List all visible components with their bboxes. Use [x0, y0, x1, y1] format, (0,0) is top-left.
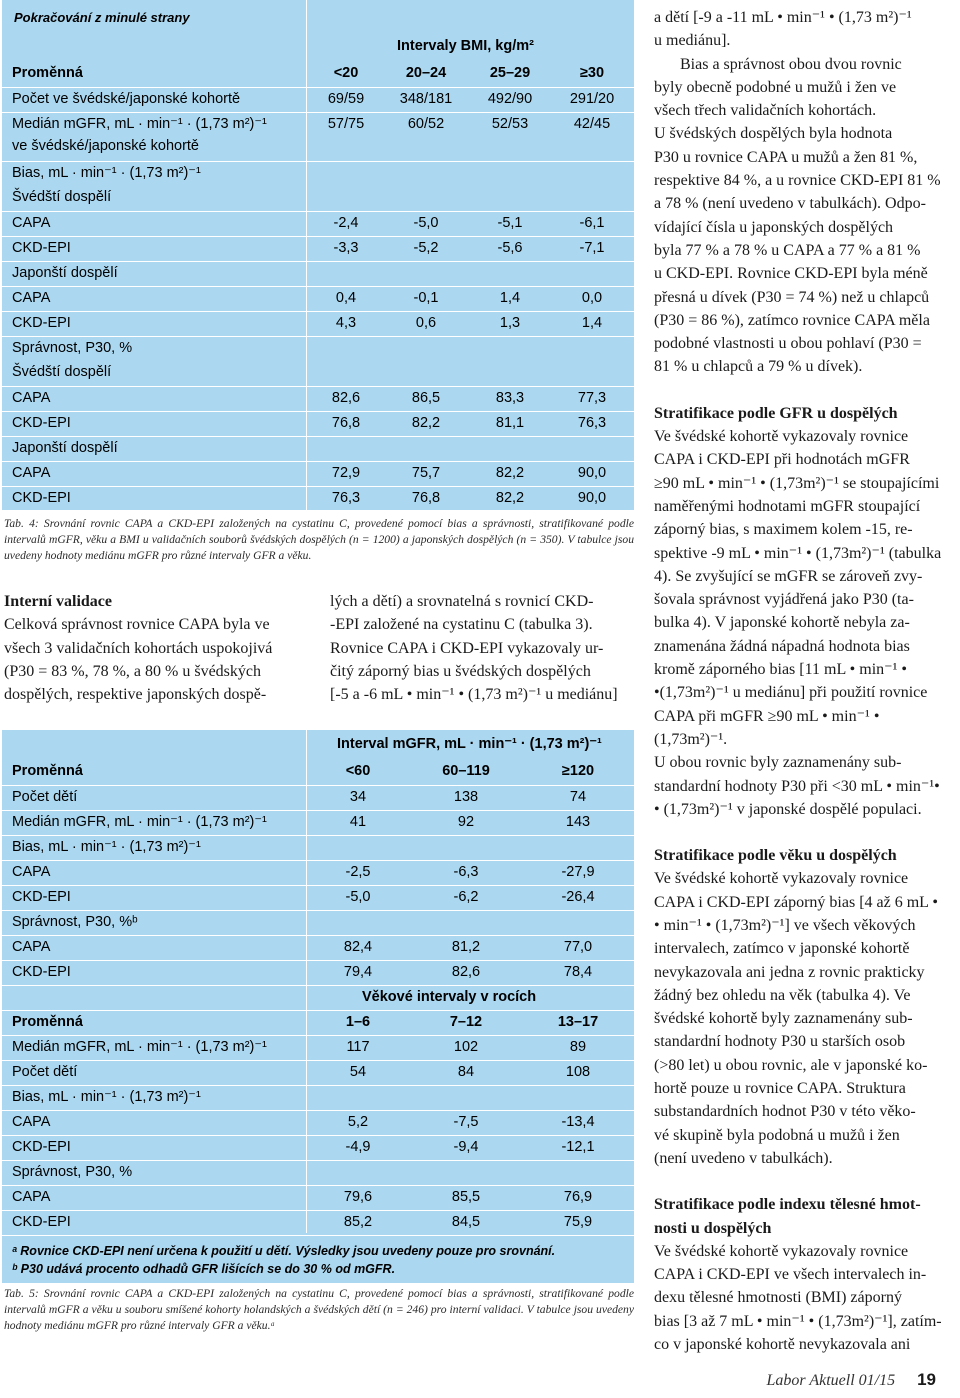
text-line: čitý záporný bias u švédských dospělých: [330, 662, 591, 680]
table-row: CAPA 5,2 -7,5 -13,4: [2, 1110, 634, 1135]
table-row: Počet dětí 34 138 74: [2, 785, 634, 810]
table-row: Správnost, P30, %: [2, 1160, 634, 1185]
text-line: 4). Se zvyšující se mGFR se zároveň zvy-: [654, 567, 923, 585]
table-row: Bias, mL · min⁻¹ · (1,73 m²)⁻¹: [2, 161, 634, 186]
table-row: CAPA -2,5 -6,3 -27,9: [2, 860, 634, 885]
table-row: Bias, mL · min⁻¹ · (1,73 m²)⁻¹: [2, 835, 634, 860]
text-line: záporný bias, s maximem kolem -15, re-: [654, 521, 913, 539]
text-line: nevykazovala ani jedna z rovnic prakticky: [654, 963, 925, 981]
text-line: bias [3 až 7 mL • min⁻¹ • (1,73m²)⁻¹], zatím-: [654, 1312, 942, 1330]
text-line: podobné vlastnosti u obou pohlaví (P30 =: [654, 335, 922, 353]
table-row: CAPA 82,6 86,5 83,3 77,3: [2, 386, 634, 411]
table-row: Švédští dospělí: [12, 189, 112, 205]
text-line: byla 77 % a 78 % u CAPA a 77 % a 81 %: [654, 241, 921, 259]
text-line: Ve švédské kohortě vykazovaly rovnice: [654, 1242, 909, 1260]
page-footer: [766, 1370, 936, 1390]
table-row: Počet dětí 54 84 108: [2, 1060, 634, 1085]
table-notes: [2, 1235, 634, 1284]
mgfr-group-header: Interval mGFR, mL · min⁻¹ · (1,73 m²)⁻¹: [337, 736, 602, 752]
text-line: a dětí [-9 a -11 mL • min⁻¹ • (1,73 m²)⁻¹: [654, 9, 912, 26]
text-line: (P30 = 83 %, 78 %, a 80 % u švédských: [4, 662, 261, 680]
footnote-a: ᵃ Rovnice CKD-EPI není určena k použití u dětí. Výsledky jsou uvedeny pouze pro srovnání.: [12, 1244, 556, 1258]
section-heading: Stratifikace podle indexu tělesné hmot-: [654, 1196, 921, 1214]
text-line: dexu tělesné hmotnosti (BMI) záporný: [654, 1289, 902, 1307]
right-column-text: [654, 6, 956, 1356]
text-line: standardní hodnoty P30 při <30 mL • min⁻¹•: [654, 777, 940, 795]
text-line: kromě záporného bias [11 mL • min⁻¹ •: [654, 661, 907, 679]
text-line: •(1,73m²)⁻¹ u mediánu] při použití rovnice: [654, 684, 928, 702]
table-row: CKD-EPI 76,8 82,2 81,1 76,3: [2, 411, 634, 436]
table-4: [2, 0, 634, 510]
table-row: Počet ve švédské/japonské kohortě 69/59 348/181 492/90 291/20: [2, 87, 634, 112]
table-row: CKD-EPI -5,0 -6,2 -26,4: [2, 885, 634, 910]
text-line: (P30 = 86 %), zatímco rovnice CAPA měla: [654, 311, 930, 329]
continued-label: Pokračování z minulé strany: [14, 10, 190, 25]
text-line: u mediánu].: [654, 32, 731, 50]
page-number: 19: [917, 1370, 936, 1389]
age-group-header: Věkové intervaly v rocích: [362, 989, 537, 1005]
text-line: Celková správnost rovnice CAPA byla ve: [4, 616, 270, 634]
table-row: Správnost, P30, %ᵇ: [2, 910, 634, 935]
table-row: CKD-EPI -4,9 -9,4 -12,1: [2, 1135, 634, 1160]
text-line: Ve švédské kohortě vykazovaly rovnice: [654, 428, 909, 446]
text-line: intervalech, zatímco v japonské kohortě: [654, 940, 910, 958]
section-heading: nosti u dospělých: [654, 1219, 772, 1237]
text-line: přesná u dívek (P30 = 74 %) než u chlapců: [654, 288, 930, 306]
text-line: švédské kohortě byly zaznamenány sub-: [654, 1010, 913, 1028]
text-line: CAPA při mGFR ≥90 mL • min⁻¹ • (1,73m²)⁻¹.: [654, 707, 880, 748]
text-line: • (1,73m²)⁻¹ v japonské dospělé populaci.: [654, 800, 922, 818]
text-line: U švédských dospělých byla hodnota: [654, 125, 893, 143]
left-column-text: [4, 590, 304, 706]
text-line: hortě pouze u rovnice CAPA. Struktura: [654, 1080, 906, 1098]
section-heading: Stratifikace podle GFR u dospělých: [654, 404, 898, 422]
text-line: Bias a správnost obou dvou rovnic: [680, 55, 902, 73]
text-line: vídající čísla u japonských dospělých: [654, 218, 894, 236]
text-line: naměřenými hodnotami mGFR stoupající: [654, 497, 921, 515]
text-line: 81 % u chlapců a 79 % u dívek).: [654, 358, 863, 376]
text-line: • min⁻¹ • (1,73m²)⁻¹] ve všech věkových: [654, 916, 916, 934]
text-line: -EPI založené na cystatinu C (tabulka 3).: [330, 616, 593, 634]
table-row: Medián mGFR, mL · min⁻¹ · (1,73 m²)⁻¹ 117 102 89: [2, 1035, 634, 1060]
table-row: Proměnná <60 60–119 ≥120: [12, 763, 595, 779]
text-line: U obou rovnic byly zaznamenány sub-: [654, 754, 902, 772]
text-line: standardní hodnoty P30 u starších osob: [654, 1033, 906, 1051]
text-line: CAPA i CKD-EPI při hodnotách mGFR: [654, 451, 910, 469]
table-row: CKD-EPI 79,4 82,6 78,4: [2, 960, 634, 985]
table-row: Proměnná <20 20–24 25–29 ≥30: [12, 65, 605, 81]
text-line: šovala správnost vyjádřená jako P30 (ta-: [654, 591, 914, 609]
table-5-caption: Tab. 5: Srovnání rovnic CAPA a CKD-EPI založených na cystatinu C, provedené pomocí bias a správnosti, stratifikované podle intervalů mGFR a věku u souboru smíšené kohorty holandských a švédských dětí (n = 246) pro interní validaci. V tabulce jsou uvedeny hodnoty mediánu mGFR pro různé intervaly GFR a věku.ᵃ: [4, 1287, 634, 1332]
table-row: Bias, mL · min⁻¹ · (1,73 m²)⁻¹: [2, 1085, 634, 1110]
text-line: co v japonské kohortě nevykazovala ani: [654, 1336, 911, 1354]
text-line: žádný bez ohledu na věk (tabulka 4). Ve: [654, 986, 911, 1004]
table-row: Proměnná 1–6 7–12 13–17: [2, 1010, 634, 1035]
text-line: u CKD-EPI. Rovnice CKD-EPI byla méně: [654, 265, 928, 283]
text-line: lých a dětí) a srovnatelná s rovnicí CKD-: [330, 593, 594, 610]
table-row: Japonští dospělí: [2, 261, 634, 286]
text-line: bulka 4). V japonské kohortě nebyla za-: [654, 614, 910, 632]
table-row: CKD-EPI 85,2 84,5 75,9: [2, 1210, 634, 1235]
table-row: Medián mGFR, mL · min⁻¹ · (1,73 m²)⁻¹ ve švédské/japonské kohortě 57/75 60/52 52/53 42/45: [2, 112, 634, 161]
text-line: (>80 let) u obou rovnic, ale v japonské ko-: [654, 1056, 928, 1074]
table-row: CKD-EPI -3,3 -5,2 -5,6 -7,1: [2, 236, 634, 261]
table-row: CAPA 82,4 81,2 77,0: [2, 935, 634, 960]
text-line: respektive 84 %, a u rovnice CKD-EPI 81 %: [654, 172, 941, 190]
table-5: [2, 730, 634, 1283]
text-line: byly obecně podobné u mužů i žen ve: [654, 78, 897, 96]
text-line: znamenána žádná nápadná hodnota bias: [654, 637, 910, 655]
table-row: CAPA 79,6 85,5 76,9: [2, 1185, 634, 1210]
table-row: Švédští dospělí: [12, 364, 112, 380]
text-line: a 78 % (není uvedeno v tabulkách). Odpo-: [654, 195, 926, 213]
footnote-b: ᵇ P30 udává procento odhadů GFR lišících se do 30 % od mGFR.: [12, 1262, 396, 1276]
section-heading: Interní validace: [4, 593, 112, 610]
table-row: Správnost, P30, %: [2, 336, 634, 361]
text-line: P30 u rovnice CAPA u mužů a žen 81 %,: [654, 148, 918, 166]
text-line: Ve švédské kohortě vykazovaly rovnice: [654, 870, 909, 888]
bmi-group-header: Intervaly BMI, kg/m²: [397, 38, 534, 54]
text-line: substandardních hodnot P30 v této věko-: [654, 1103, 916, 1121]
text-line: všech třech validačních kohortách.: [654, 102, 877, 120]
text-line: (není uvedeno v tabulkách).: [654, 1149, 833, 1167]
text-line: ≥90 mL • min⁻¹ • (1,73m²)⁻¹ se stoupajícími: [654, 474, 940, 492]
table-row: [2, 985, 634, 1010]
table-row: Medián mGFR, mL · min⁻¹ · (1,73 m²)⁻¹ 41 92 143: [2, 810, 634, 835]
text-line: CAPA i CKD-EPI záporný bias [4 až 6 mL •: [654, 893, 938, 911]
text-line: dospělých, respektive japonských dospě-: [4, 686, 267, 704]
text-line: spektive -9 mL • min⁻¹ • (1,73m²)⁻¹ (tabulka: [654, 544, 942, 562]
text-line: [-5 a -6 mL • min⁻¹ • (1,73 m²)⁻¹ u mediánu]: [330, 686, 618, 704]
table-row: CKD-EPI 76,3 76,8 82,2 90,0: [2, 486, 634, 511]
middle-column-text: [330, 590, 630, 706]
journal-name: Labor Aktuell 01/15: [766, 1372, 896, 1389]
text-line: Rovnice CAPA i CKD-EPI vykazovaly ur-: [330, 639, 604, 657]
table-row: CAPA 0,4 -0,1 1,4 0,0: [2, 286, 634, 311]
section-heading: Stratifikace podle věku u dospělých: [654, 847, 897, 865]
table-row: CKD-EPI 4,3 0,6 1,3 1,4: [2, 311, 634, 336]
table-row: CAPA -2,4 -5,0 -5,1 -6,1: [2, 211, 634, 236]
table-row: Japonští dospělí: [2, 436, 634, 461]
text-line: CAPA i CKD-EPI ve všech intervalech in-: [654, 1266, 927, 1284]
text-line: všech 3 validačních kohortách uspokojivá: [4, 639, 273, 657]
table-row: CAPA 72,9 75,7 82,2 90,0: [2, 461, 634, 486]
text-line: vé skupině byla podobná u mužů i žen: [654, 1126, 900, 1144]
table-4-caption: Tab. 4: Srovnání rovnic CAPA a CKD-EPI založených na cystatinu C, provedené pomocí bias a správnosti, stratifikované podle intervalů mGFR, věku a BMI u validačních souborů švédských dospělých (n = 1200) a japonských dospělých (n = 350). V tabulce jsou uvedeny hodnoty mediánu mGFR pro různé intervaly GFR a věku.: [4, 517, 634, 562]
